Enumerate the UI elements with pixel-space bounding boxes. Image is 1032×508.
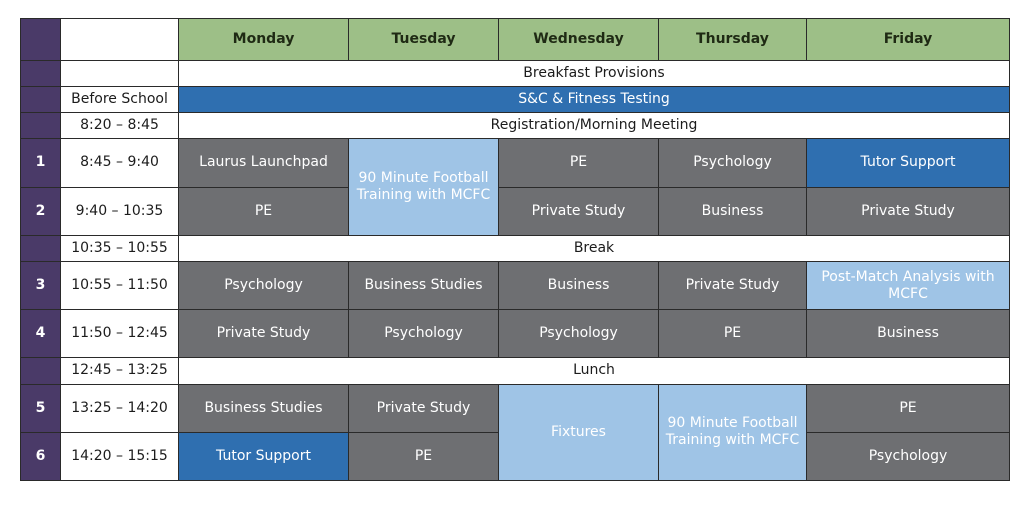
- lesson-cell-mcfc: 90 Minute Football Training with MCFC: [659, 384, 807, 480]
- lesson-cell-fixtures: Fixtures: [499, 384, 659, 480]
- period-number: 6: [21, 432, 61, 480]
- lesson-cell: PE: [807, 384, 1010, 432]
- day-thursday: Thursday: [659, 19, 807, 61]
- lesson-cell-tutor: Tutor Support: [179, 432, 349, 480]
- time-cell: 11:50 – 12:45: [61, 310, 179, 358]
- break-row: [21, 235, 1010, 261]
- time-cell: [61, 60, 179, 86]
- time-cell: 8:45 – 9:40: [61, 139, 179, 187]
- lesson-cell: Psychology: [499, 310, 659, 358]
- time-cell: 12:45 – 13:25: [61, 358, 179, 384]
- period-number: 1: [21, 139, 61, 187]
- time-cell: 14:20 – 15:15: [61, 432, 179, 480]
- period-row: [21, 261, 1010, 309]
- lesson-cell: Psychology: [659, 139, 807, 187]
- row-marker: [21, 86, 61, 112]
- time-cell: 13:25 – 14:20: [61, 384, 179, 432]
- lesson-cell: Laurus Launchpad: [179, 139, 349, 187]
- lesson-cell: PE: [499, 139, 659, 187]
- day-tuesday: Tuesday: [349, 19, 499, 61]
- period-number: 3: [21, 261, 61, 309]
- lesson-cell: Business: [499, 261, 659, 309]
- before-school-band: S&C & Fitness Testing: [179, 86, 1010, 112]
- period-row: [21, 139, 1010, 187]
- lesson-cell-mcfc: Post-Match Analysis with MCFC: [807, 261, 1010, 309]
- time-cell: Before School: [61, 86, 179, 112]
- corner-cell-time: [61, 19, 179, 61]
- period-number: 5: [21, 384, 61, 432]
- period-row: [21, 384, 1010, 432]
- breakfast-row: [21, 60, 1010, 86]
- lunch-band: Lunch: [179, 358, 1010, 384]
- lesson-cell: Business Studies: [349, 261, 499, 309]
- lesson-cell: Private Study: [499, 187, 659, 235]
- break-band: Break: [179, 235, 1010, 261]
- registration-band: Registration/Morning Meeting: [179, 113, 1010, 139]
- period-number: 4: [21, 310, 61, 358]
- lesson-cell: Private Study: [807, 187, 1010, 235]
- day-friday: Friday: [807, 19, 1010, 61]
- day-monday: Monday: [179, 19, 349, 61]
- time-cell: 8:20 – 8:45: [61, 113, 179, 139]
- lesson-cell: PE: [179, 187, 349, 235]
- lunch-row: [21, 358, 1010, 384]
- lesson-cell: Private Study: [659, 261, 807, 309]
- breakfast-band: Breakfast Provisions: [179, 60, 1010, 86]
- period-number: 2: [21, 187, 61, 235]
- timetable: [20, 18, 1010, 481]
- day-header-row: [21, 19, 1010, 61]
- time-cell: 10:55 – 11:50: [61, 261, 179, 309]
- lesson-cell: PE: [659, 310, 807, 358]
- lesson-cell-tutor: Tutor Support: [807, 139, 1010, 187]
- before-school-row: [21, 86, 1010, 112]
- day-wednesday: Wednesday: [499, 19, 659, 61]
- row-marker: [21, 358, 61, 384]
- lesson-cell: Business: [659, 187, 807, 235]
- lesson-cell: Psychology: [349, 310, 499, 358]
- lesson-cell: PE: [349, 432, 499, 480]
- row-marker: [21, 235, 61, 261]
- lesson-cell: Psychology: [179, 261, 349, 309]
- time-cell: 9:40 – 10:35: [61, 187, 179, 235]
- lesson-cell: Private Study: [349, 384, 499, 432]
- corner-cell: [21, 19, 61, 61]
- row-marker: [21, 113, 61, 139]
- lesson-cell-mcfc: 90 Minute Football Training with MCFC: [349, 139, 499, 235]
- time-cell: 10:35 – 10:55: [61, 235, 179, 261]
- lesson-cell: Psychology: [807, 432, 1010, 480]
- lesson-cell: Business Studies: [179, 384, 349, 432]
- lesson-cell: Business: [807, 310, 1010, 358]
- lesson-cell: Private Study: [179, 310, 349, 358]
- registration-row: [21, 113, 1010, 139]
- period-row: [21, 310, 1010, 358]
- period-row: [21, 187, 1010, 235]
- row-marker: [21, 60, 61, 86]
